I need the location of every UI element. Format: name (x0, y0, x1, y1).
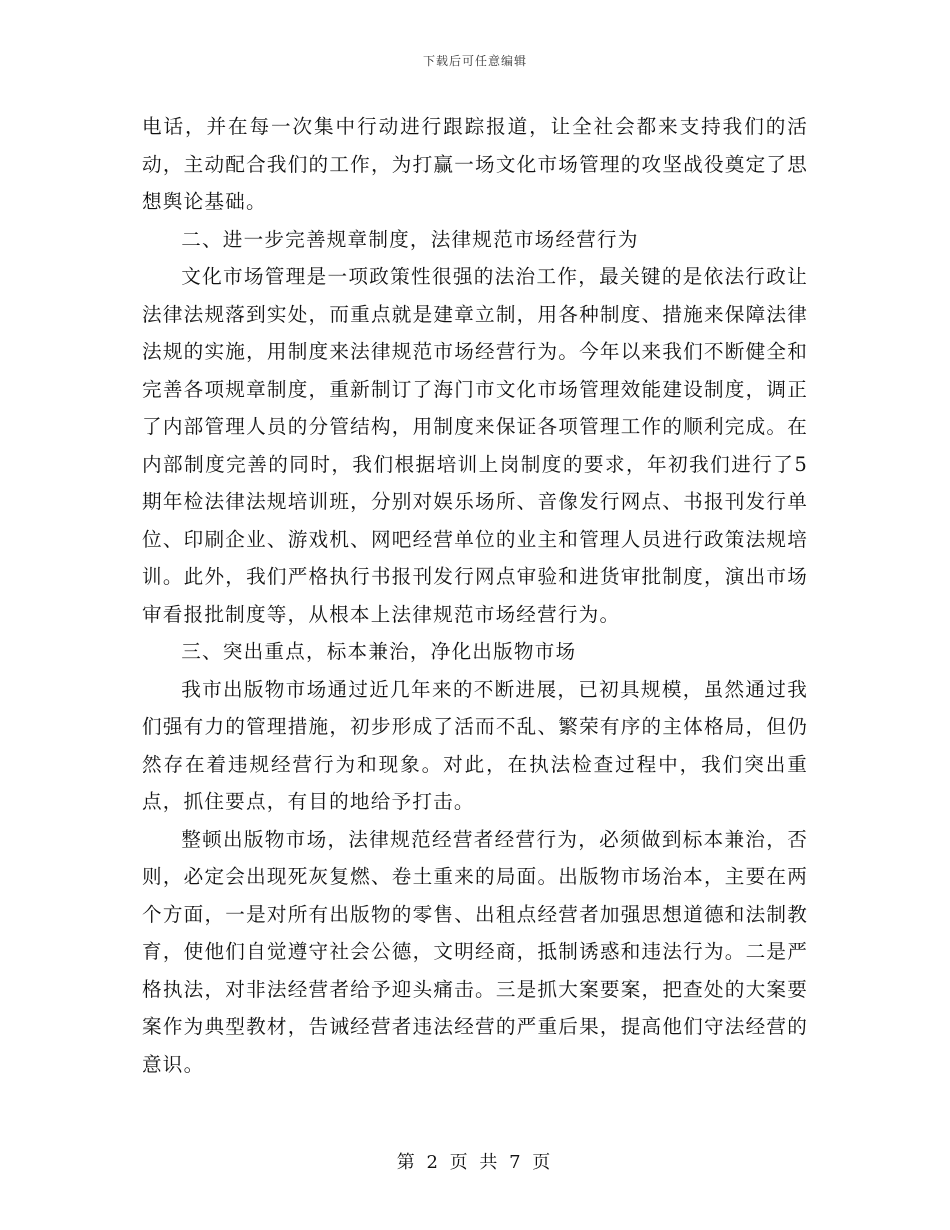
paragraph: 我市出版物市场通过近几年来的不断进展，已初具规模，虽然通过我们强有力的管理措施，初步形成了活而不乱、繁荣有序的主体格局，但仍然存在着违规经营行为和现象。对此，在执法检查过程中，我们突出重点，抓住要点，有目的地给予打击。 (142, 677, 808, 813)
page-number: 第 2 页 共 7 页 (396, 1152, 554, 1173)
paragraph: 整顿出版物市场，法律规范经营者经营行为，必须做到标本兼治，否则，必定会出现死灰复燃、卷土重来的局面。出版物市场治本，主要在两个方面，一是对所有出版物的零售、出租点经营者加强思想道德和法制教育，使他们自觉遵守社会公德，文明经商，抵制诱惑和违法行为。二是严格执法，对非法经营者给予迎头痛击。三是抓大案要案，把查处的大案要案作为典型教材，告诫经营者违法经营的严重后果，提高他们守法经营的意识。 (142, 827, 808, 1076)
page-header-note: 下载后可任意编辑 (422, 54, 527, 68)
paragraph: 文化市场管理是一项政策性很强的法治工作，最关键的是依法行政让法律法规落到实处，而重点就是建章立制，用各种制度、措施来保障法律法规的实施，用制度来法律规范市场经营行为。今年以来我们不断健全和完善各项规章制度，重新制订了海门市文化市场管理效能建设制度，调正了内部管理人员的分管结构，用制度来保证各项管理工作的顺利完成。在内部制度完善的同时，我们根据培训上岗制度的要求，年初我们进行了5期年检法律法规培训班，分别对娱乐场所、音像发行网点、书报刊发行单位、印刷企业、游戏机、网吧经营单位的业主和管理人员进行政策法规培训。此外，我们严格执行书报刊发行网点审验和进货审批制度，演出市场审看报批制度等，从根本上法律规范市场经营行为。 (142, 265, 808, 626)
paragraph: 电话，并在每一次集中行动进行跟踪报道，让全社会都来支持我们的活动，主动配合我们的工作，为打赢一场文化市场管理的攻坚战役奠定了思想舆论基础。 (142, 115, 808, 213)
section-heading: 二、进一步完善规章制度，法律规范市场经营行为 (181, 227, 639, 251)
document-body (142, 108, 808, 1083)
section-heading: 三、突出重点，标本兼治，净化出版物市场 (181, 640, 577, 663)
